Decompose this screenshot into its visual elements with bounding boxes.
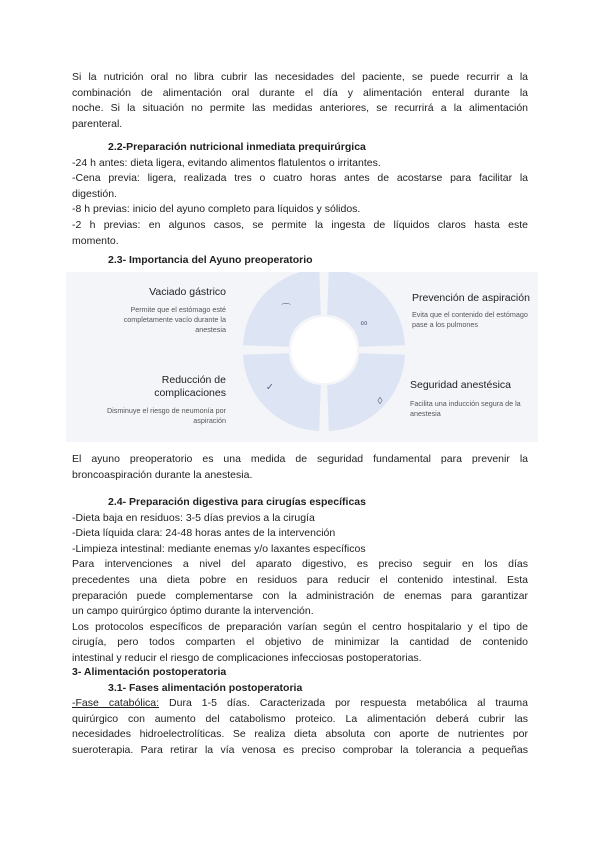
paragraph-line: sueroterapia. Para retirar la vía venosa es preciso comprobar la tolerancia a pequeñas <box>72 743 528 756</box>
section-heading: 3- Alimentación postoperatoria <box>72 666 227 678</box>
paragraph-line: Los protocolos específicos de preparación varían según el centro hospitalario y el tipo de <box>72 620 528 633</box>
fasting-paragraph <box>72 452 528 483</box>
list-item: -24 h antes: dieta ligera, evitando alimentos flatulentos o irritantes. <box>72 156 381 169</box>
section-2-2 <box>72 140 528 249</box>
paragraph-line: intestinal y reducir el riesgo de complicaciones infecciosas postoperatorias. <box>72 651 422 664</box>
desc-reduccion-complicaciones: Disminuye el riesgo de neumonía por aspiración <box>106 406 226 425</box>
label-reduccion-complicaciones: Reducción de complicaciones <box>154 374 226 399</box>
list-item: -8 h previas: inicio del ayuno completo para líquidos y sólidos. <box>72 203 361 216</box>
list-item-cont: digestión. <box>72 187 117 200</box>
list-item-cont: momento. <box>72 234 119 247</box>
list-item: -Limpieza intestinal: mediante enemas y/o laxantes específicos <box>72 542 366 555</box>
list-item: -Dieta baja en residuos: 3-5 días previos a la cirugía <box>72 511 315 524</box>
label-seguridad-anestesica: Seguridad anestésica <box>410 379 511 391</box>
paragraph-line: Para intervenciones a nivel del aparato digestivo, es preciso seguir en los días <box>72 558 528 571</box>
intro-line: Si la nutrición oral no libra cubrir las necesidades del paciente, se puede recurrir a la <box>72 71 528 83</box>
intro-line: parenteral. <box>72 117 123 130</box>
intro-line: noche. Si la situación no permite las medidas anteriores, se recurrirá a la alimentación <box>72 102 528 115</box>
paragraph-line: precedentes una dieta pobre en residuos para reducir el contenido intestinal. Esta <box>72 573 528 586</box>
stomach-icon: ⌒ <box>281 304 291 315</box>
fasting-diagram <box>66 272 538 442</box>
section-2-3-heading-wrap <box>72 253 528 269</box>
label-vaciado-gastrico: Vaciado gástrico <box>149 286 226 298</box>
phase-label: -Fase catabólica: <box>72 697 160 710</box>
section-2-4 <box>72 495 528 667</box>
paragraph-line: quirúrgico con aumento del catabolismo proteico. La alimentación deberá cubrir las <box>72 712 528 725</box>
lungs-icon: ∞ <box>360 318 368 329</box>
paragraph-line: El ayuno preoperatorio es una medida de seguridad fundamental para prevenir la <box>72 453 528 465</box>
intro-paragraph <box>72 70 528 132</box>
desc-seguridad-anestesica: Facilita una inducción segura de la anestesia <box>410 399 521 418</box>
paragraph-line: un campo quirúrgico óptimo durante la intervención. <box>72 605 314 618</box>
intro-line: combinación de alimentación oral durante el día y alimentación enteral durante la <box>72 86 528 99</box>
paragraph-line: -Fase catabólica: Dura 1-5 días. Caracterizada por respuesta metabólica al trauma <box>72 697 528 710</box>
list-item: -Cena previa: ligera, realizada tres o cuatro horas antes de acostarse para facilitar la <box>72 172 528 185</box>
desc-prevencion-aspiracion: Evita que el contenido del estómago pase a los pulmones <box>412 310 528 329</box>
section-heading: 2.4- Preparación digestiva para cirugías específicas <box>108 496 366 508</box>
paragraph-line: preparación puede complementarse con la administración de enemas para garantizar <box>72 589 528 602</box>
label-prevencion-aspiracion: Prevención de aspiración <box>412 292 530 304</box>
shield-icon: ◊ <box>377 396 383 407</box>
paragraph-line: necesidades hidroelectrolíticas. Se realiza dieta absoluta con aporte de nutrientes por <box>72 728 528 741</box>
subsection-heading: 3.1- Fases alimentación postoperatoria <box>108 681 303 694</box>
section-heading: 2.3- Importancia del Ayuno preoperatorio <box>108 254 313 266</box>
check-icon: ✓ <box>265 382 275 393</box>
section-heading: 2.2-Preparación nutricional inmediata prequirúrgica <box>108 141 366 153</box>
ring-center <box>291 317 357 383</box>
desc-vaciado-gastrico: Permite que el estómago esté completamente vacío durante la anestesia <box>123 305 226 334</box>
section-3 <box>72 665 528 759</box>
paragraph-line: broncoaspiración durante la anestesia. <box>72 468 253 481</box>
paragraph-line: cirugía, pero todos comparten el objetivo de minimizar la cantidad de contenido <box>72 636 528 649</box>
list-item: -Dieta líquida clara: 24-48 horas antes de la intervención <box>72 527 336 540</box>
list-item: -2 h previas: en algunos casos, se permite la ingesta de líquidos claros hasta este <box>72 218 528 231</box>
